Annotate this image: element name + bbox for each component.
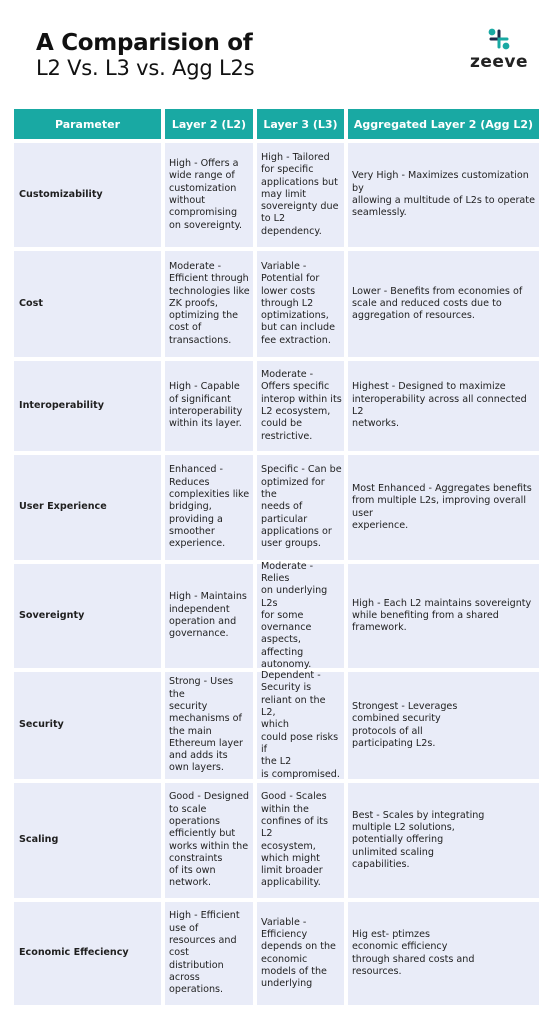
cell-text: Specific - Can be optimized for the needs of particular applications or user groups. — [261, 464, 342, 550]
cell-text: High - Tailored for specific applications but may limit sovereignty due to L2 dependency. — [261, 151, 339, 237]
table-cell-l2 — [165, 455, 253, 560]
header-layer3: Layer 3 (L3) — [257, 109, 344, 139]
table-cell-parameter — [14, 902, 161, 1005]
cell-text: High - Each L2 maintains sovereignty while benefiting from a shared framework. — [352, 597, 532, 634]
cell-text: Lower - Benefits from economies of scale and reduced costs due to aggregation of resources. — [352, 285, 523, 322]
table-cell-l3 — [257, 672, 344, 779]
page-subtitle: L2 Vs. L3 vs. Agg L2s — [36, 56, 255, 80]
cell-text: Strongest - Leverages combined security protocols of all participating L2s. — [352, 700, 458, 749]
table-cell-l3 — [257, 143, 344, 247]
cell-text: Strong - Uses the security mechanisms of the main Ethereum layer and adds its own layers. — [169, 676, 243, 774]
table-cell-l2 — [165, 251, 253, 357]
table-cell-agg — [348, 672, 539, 779]
table-cell-l2 — [165, 361, 253, 451]
cell-text: Customizability — [19, 188, 103, 200]
table-cell-l2 — [165, 143, 253, 247]
table-cell-l2 — [165, 902, 253, 1005]
table-cell-agg — [348, 783, 539, 898]
zeeve-logo-text: zeeve — [469, 52, 529, 72]
cell-text: High - Capable of significant interoperability within its layer. — [169, 381, 243, 430]
header-agg-layer2: Aggregated Layer 2 (Agg L2) — [348, 109, 539, 139]
table-cell-parameter — [14, 564, 161, 668]
cell-text: Moderate - Relies on underlying L2s for some overnance aspects, affecting autonomy. — [261, 560, 328, 671]
header-layer2: Layer 2 (L2) — [165, 109, 253, 139]
table-cell-parameter — [14, 143, 161, 247]
cell-text: Enhanced - Reduces complexities like bridging, providing a smoother experience. — [169, 464, 250, 550]
table-cell-l2 — [165, 564, 253, 668]
table-cell-parameter — [14, 672, 161, 779]
table-cell-l2 — [165, 672, 253, 779]
table-cell-l3 — [257, 783, 344, 898]
cell-text: Security — [19, 719, 64, 731]
cell-text: Economic Effeciency — [19, 947, 129, 959]
cell-text: Best - Scales by integrating multiple L2 solutions, potentially offering unlimited scaling capabilities. — [352, 809, 485, 870]
table-cell-l2 — [165, 783, 253, 898]
cell-text: Variable - Efficiency depends on the economic models of the underlying — [261, 916, 336, 990]
table-cell-parameter — [14, 251, 161, 357]
table-cell-agg — [348, 902, 539, 1005]
header-parameter: Parameter — [14, 109, 161, 139]
cell-text: Very High - Maximizes customization by allowing a multitude of L2s to operate seamlessly. — [352, 170, 535, 219]
cell-text: Moderate - Efficient through technologies like ZK proofs, optimizing the cost of transactions. — [169, 260, 250, 346]
cell-text: Highest - Designed to maximize interoperability across all connected L2 networks. — [352, 381, 527, 430]
cell-text: User Experience — [19, 501, 107, 513]
cell-text: Moderate - Offers specific interop within its L2 ecosystem, could be restrictive. — [261, 369, 342, 442]
page-title: A Comparision of — [36, 30, 253, 56]
cell-text: High - Offers a wide range of customization without compromising on sovereignty. — [169, 158, 243, 231]
cell-text: Sovereignty — [19, 609, 85, 621]
cell-text: Variable - Potential for lower costs through L2 optimizations, but can include fee extraction. — [261, 260, 336, 346]
zeeve-logo — [468, 28, 528, 70]
cell-text: Interoperability — [19, 399, 104, 411]
table-cell-agg — [348, 564, 539, 668]
cell-text: Good - Designed to scale operations efficiently but works within the constraints of its own network. — [169, 791, 249, 889]
table-cell-l3 — [257, 902, 344, 1005]
cell-text: Cost — [19, 297, 43, 309]
zeeve-logo-icon — [488, 28, 510, 50]
table-cell-l3 — [257, 560, 344, 671]
table-cell-agg — [348, 143, 539, 247]
cell-text: High - Maintains independent operation and governance. — [169, 591, 247, 640]
cell-text: Hig est- ptimzes economic efficiency through shared costs and resources. — [352, 928, 475, 977]
cell-text: Scaling — [19, 834, 59, 846]
cell-text: Most Enhanced - Aggregates benefits from multiple L2s, improving overall user experience. — [352, 482, 532, 531]
table-cell-parameter — [14, 783, 161, 898]
table-cell-agg — [348, 251, 539, 357]
table-cell-parameter — [14, 455, 161, 560]
cell-text: Good - Scales within the confines of its L2 ecosystem, which might limit broader applicability. — [261, 791, 329, 889]
table-cell-parameter — [14, 361, 161, 451]
table-cell-l3 — [257, 361, 344, 451]
table-cell-l3 — [257, 455, 344, 560]
table-cell-l3 — [257, 251, 344, 357]
table-cell-agg — [348, 361, 539, 451]
cell-text: Dependent - Security is reliant on the L2, which could pose risks if the L2 is compromised. — [261, 670, 340, 780]
table-cell-agg — [348, 455, 539, 560]
cell-text: High - Efficient use of resources and cost distribution across operations. — [169, 910, 240, 996]
